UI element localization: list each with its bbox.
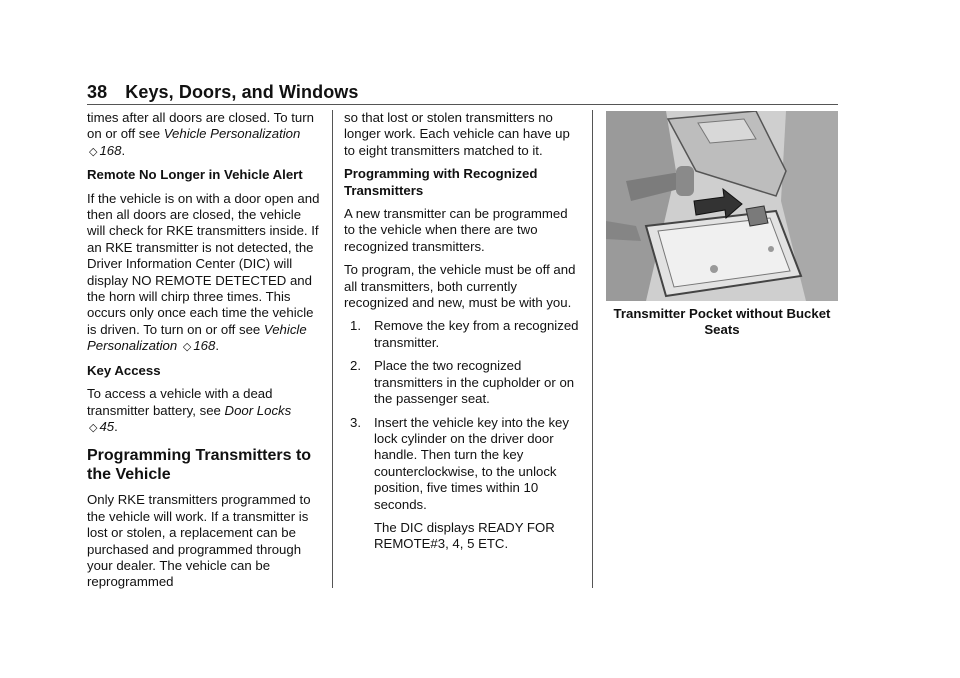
column-1 — [87, 110, 323, 598]
figure-caption: Transmitter Pocket without Bucket Seats — [613, 306, 831, 338]
paragraph: To program, the vehicle must be off and all transmitters, both currently recognized and new, must be with you. — [344, 262, 576, 311]
page-reference[interactable]: 168 — [99, 142, 122, 158]
header-rule — [87, 104, 838, 105]
page-title: Keys, Doors, and Windows — [125, 82, 359, 102]
paragraph: If the vehicle is on with a door open and then all doors are closed, the vehicle will check for RKE transmitters inside. If an RKE transmitter is not detected, the Driver Information Center (DIC) will display NO REMOTE DETECTED and the horn will chirp three times. This occurs only once each time the vehicle is driven. To turn on or off see Vehicle Personalization ◇ 168. — [87, 190, 320, 354]
paragraph: A new transmitter can be programmed to the vehicle when there are two recognized transmitters. — [344, 206, 568, 254]
list-item: 2. Place the two recognized transmitters in the cupholder or on the passenger seat. — [350, 358, 575, 407]
transmitter-pocket-illustration — [606, 111, 838, 301]
column-divider — [592, 110, 593, 588]
page-reference-arrow-icon: ◇ — [89, 145, 98, 158]
step-note: The DIC displays READY FOR REMOTE#3, 4, 5 ETC. — [374, 519, 555, 552]
column-divider — [332, 110, 333, 588]
paragraph: so that lost or stolen transmitters no longer work. Each vehicle can have up to eight transmitters matched to it. — [344, 110, 570, 158]
page-reference[interactable]: 168 — [193, 338, 216, 354]
paragraph: To access a vehicle with a dead transmitter battery, see Door Locks ◇ 45. — [87, 386, 292, 434]
subheading: Programming with Recognized Transmitters — [344, 166, 538, 198]
page-reference-arrow-icon: ◇ — [182, 341, 192, 354]
page-reference-arrow-icon: ◇ — [89, 421, 98, 434]
column-2 — [344, 110, 580, 560]
list-item: 3. Insert the vehicle key into the key lock cylinder on the driver door handle. Then turn the key counterclockwise, to the unlock position, five times within 10 seconds. The DIC displays READY FOR REMOTE#3, 4, 5 ETC. — [344, 415, 580, 553]
page-header — [87, 82, 359, 103]
cross-reference-link[interactable]: Vehicle Personalization — [163, 126, 301, 142]
cross-reference-link[interactable]: Vehicle Personalization — [87, 321, 307, 354]
subheading: Remote No Longer in Vehicle Alert — [87, 167, 303, 183]
paragraph: times after all doors are closed. To turn on or off see Vehicle Personalization ◇ 168. — [87, 110, 314, 158]
paragraph: Only RKE transmitters programmed to the vehicle will work. If a transmitter is lost or stolen, a replacement can be purchased and programmed through your dealer. The vehicle can be reprogrammed — [87, 492, 311, 590]
subheading: Key Access — [87, 362, 161, 378]
cross-reference-link[interactable]: Door Locks — [224, 402, 292, 418]
page-reference[interactable]: 45 — [99, 418, 115, 434]
section-heading: Programming Transmitters to the Vehicle — [87, 447, 312, 484]
step-list — [344, 318, 580, 552]
page-number: 38 — [87, 82, 108, 102]
list-item: 1. Remove the key from a recognized transmitter. — [350, 318, 579, 350]
